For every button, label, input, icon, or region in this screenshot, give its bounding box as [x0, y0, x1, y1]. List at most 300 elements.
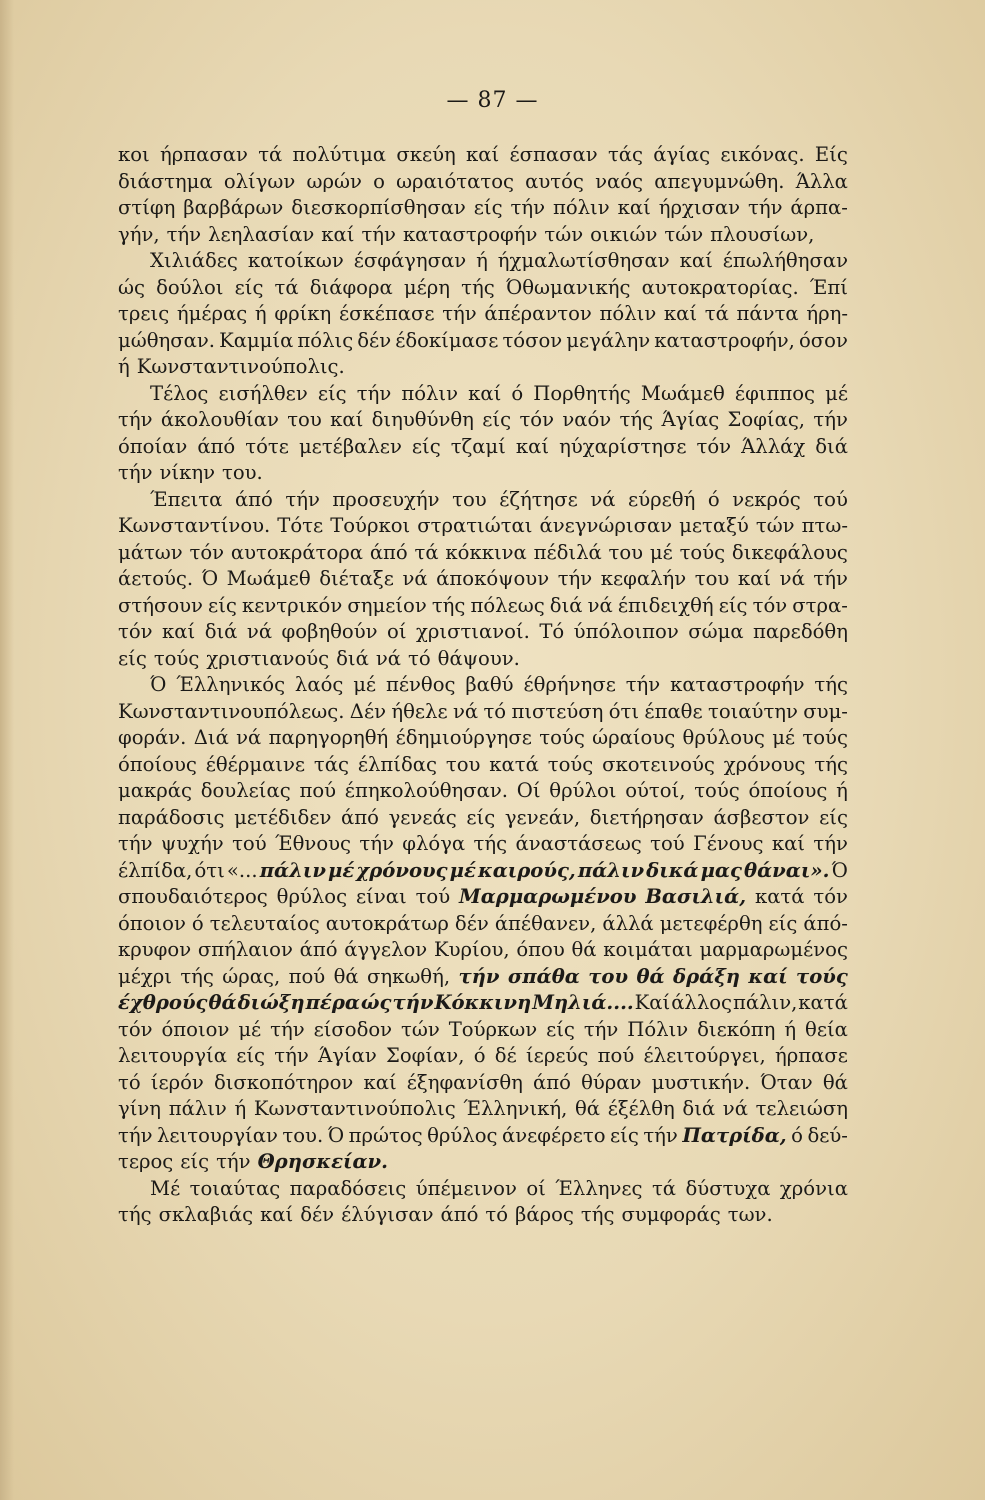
text-line [118, 911, 848, 938]
word: ώρας, [222, 964, 281, 988]
word: πού [299, 779, 337, 802]
word: άπό [440, 1203, 479, 1226]
word: γίνη [118, 1097, 162, 1120]
word: τάς [607, 143, 643, 166]
word: προσευχήν [332, 487, 440, 511]
word: Έθνους [275, 832, 352, 855]
word: καί [363, 1070, 397, 1094]
text-line [118, 460, 848, 487]
text-line [118, 1017, 848, 1044]
text-line [118, 1043, 848, 1070]
word: ότι [608, 699, 640, 723]
word: ναός [595, 169, 644, 193]
word: τελειώση [755, 1097, 848, 1120]
word: τότε [245, 434, 289, 458]
word: τούς [694, 779, 740, 802]
word: κοιμάται [603, 938, 693, 961]
word: θύραν [581, 1070, 642, 1094]
text-line [118, 699, 848, 726]
word: νά [236, 726, 262, 749]
word: ή [234, 1097, 247, 1120]
word: μακράς [118, 779, 192, 802]
word: διά [204, 620, 238, 643]
word: κεφαλήν [600, 567, 687, 590]
word: λεηλασίαν [208, 222, 315, 246]
word: ήρη- [806, 302, 848, 325]
word: γενεάν, [504, 805, 581, 829]
word: Τούρκοι [330, 514, 411, 537]
word: των. [727, 1203, 773, 1226]
word: πάλιν [577, 858, 645, 882]
word: Μηλιά.... [532, 991, 634, 1014]
word: πόλιν [552, 196, 610, 219]
word: καί [466, 143, 500, 166]
word: άπό [533, 1070, 571, 1094]
word: φλόγα [402, 832, 466, 855]
word: κατά [489, 752, 539, 776]
text-line [118, 990, 848, 1017]
text-line [118, 540, 848, 567]
word: μέ [772, 726, 796, 749]
word: μετέβαλεν [298, 434, 402, 458]
word: θά [822, 1070, 848, 1094]
word: χρόνους [723, 752, 806, 776]
word: είς [610, 1123, 639, 1147]
word: νά [246, 620, 273, 643]
word: είς [180, 1150, 210, 1173]
word: σκοτεινούς [602, 752, 715, 776]
word: κόκκινα [445, 540, 527, 564]
word: καί [748, 964, 788, 988]
word: έσφάγησαν [353, 249, 467, 272]
word: ωραιότατος [396, 169, 514, 193]
word: είς [768, 911, 798, 935]
word: μέ [449, 858, 476, 882]
word: τού [232, 832, 267, 855]
word: καί [321, 222, 355, 246]
word: όποιον [161, 1017, 230, 1041]
text-line [118, 513, 848, 540]
word: Οί [516, 779, 541, 802]
word: θά [636, 964, 665, 988]
text-line [118, 964, 848, 991]
word: σκεύη [396, 143, 456, 166]
word: λειτουργία [118, 1044, 227, 1067]
word: νά [375, 646, 402, 670]
word: τήν [166, 222, 202, 246]
word: τήν [747, 196, 783, 219]
text-line [118, 752, 848, 779]
word: σπήλαιον [197, 938, 293, 961]
text-line [118, 831, 848, 858]
word: ήθελε [391, 699, 448, 723]
word: νά [590, 487, 616, 511]
word: Έπειτα [150, 487, 223, 511]
word: θά [208, 991, 237, 1014]
word: τήν [274, 1044, 309, 1067]
word: έφιππος [734, 381, 815, 405]
word: σκλαβιάς [158, 1203, 254, 1226]
word: ναόν [562, 408, 612, 431]
word: τήν [813, 408, 848, 431]
word: ό [511, 381, 524, 405]
word: μεγάλην [566, 328, 651, 352]
word: έπιδειχθή [617, 593, 714, 617]
word: Κωνσταντινούπολις [253, 1097, 456, 1120]
word: ήρπασαν [160, 143, 248, 166]
word: μώθησαν. [118, 328, 215, 352]
word: ό [191, 911, 204, 935]
word: Ό [831, 858, 848, 882]
word: δικεφάλους [731, 540, 848, 564]
text-line [118, 593, 848, 620]
word: πέδιλά [533, 540, 602, 564]
word: Κωνσταντινουπόλεως. [118, 699, 345, 723]
word: Καί [634, 991, 671, 1014]
word: μέ [328, 858, 355, 882]
word: άπό [341, 805, 379, 829]
word: εικόνας. [720, 143, 805, 166]
word: συμφοράς [621, 1203, 721, 1226]
word: Πόλιν [627, 1017, 689, 1041]
text-line [118, 407, 848, 434]
word: σηκωθή, [366, 964, 451, 988]
word: τής [431, 593, 466, 617]
word: Πορθητής [533, 381, 631, 405]
text-line [118, 222, 848, 249]
word: διάφορα [309, 275, 393, 299]
word: πάλιν, [732, 991, 798, 1014]
word: Έλληνες [555, 1176, 643, 1200]
word: μαρμαρωμένος [699, 938, 848, 961]
word: τήν [356, 381, 392, 405]
text-line [118, 805, 848, 832]
word: βαθύ [465, 673, 514, 696]
word: παραδόσεις [289, 1176, 407, 1200]
text-line [118, 1149, 848, 1176]
word: δέ [494, 1044, 517, 1067]
word: διηυθύνθη [371, 408, 474, 431]
word: στίφη [118, 196, 176, 219]
word: Ό [327, 1123, 345, 1147]
word: δέν [357, 328, 392, 352]
word: έλπίδα, [118, 858, 193, 882]
word: καί [679, 249, 713, 272]
word: πιστεύση [511, 699, 604, 723]
word: Τό [539, 620, 565, 643]
text-line [118, 937, 848, 964]
word: τήν [118, 1123, 153, 1147]
word: ήρχισαν [658, 196, 741, 219]
word: καί [737, 567, 772, 590]
word: πόλιν [401, 381, 459, 405]
word: νά [452, 699, 479, 723]
word: έξηφανίσθη [406, 1070, 523, 1094]
word: τής [461, 275, 495, 299]
word: κατά [754, 885, 805, 908]
word: τούς [547, 752, 594, 776]
word: Πατρίδα, [682, 1123, 787, 1147]
word: μέ [649, 540, 673, 564]
word: Χιλιάδες [150, 249, 238, 272]
word: παρηγορηθή [268, 726, 389, 749]
word: ή [836, 779, 848, 802]
word: Βασιλιά, [645, 885, 747, 908]
word: πέρα [305, 991, 360, 1014]
word: ή [784, 1017, 797, 1041]
word: κεντρικόν [241, 593, 343, 617]
word: άσβεστον [713, 805, 810, 829]
word: ούτοί, [625, 779, 686, 802]
word: τού [813, 487, 848, 511]
word: Σοφίαν, [386, 1044, 465, 1067]
word: του [694, 567, 730, 590]
word: έξέλθη [607, 1097, 675, 1120]
word: τόσον [502, 328, 563, 352]
word: τήν [442, 302, 477, 325]
word: όποίαν [118, 434, 188, 458]
text-line [118, 884, 848, 911]
word: στήσουν [118, 593, 203, 617]
word: άπό [234, 487, 273, 511]
page-number: — 87 — [446, 88, 539, 113]
word: Γένους [693, 832, 764, 855]
word: τόν [118, 620, 153, 643]
word: τήν [118, 461, 153, 484]
word: Έλληνικός [176, 673, 286, 696]
word: είσοδον [313, 1017, 393, 1041]
word: παράδοσις [118, 805, 225, 829]
word: Κόκκινη [434, 991, 532, 1014]
text-line [118, 1123, 848, 1150]
word: μέρη [403, 275, 451, 299]
text-line [118, 725, 848, 752]
word: Όταν [760, 1070, 813, 1094]
text-line [118, 381, 848, 408]
word: τά [258, 143, 283, 166]
word: πού [597, 1044, 635, 1067]
word: αυτοκράτορα [230, 540, 364, 564]
word: Κυρίου, [433, 938, 510, 961]
word: έζήτησε [499, 487, 578, 511]
word: δουλείας [200, 779, 291, 802]
text-line [118, 1202, 848, 1229]
word: του [588, 964, 629, 988]
word: τών [401, 1017, 440, 1041]
word: καί [663, 302, 698, 325]
word: Διά [193, 726, 229, 749]
word: ίερεύς [526, 1044, 589, 1067]
word: έθέρμαινε [205, 752, 306, 776]
word: Θρησκείαν. [257, 1150, 388, 1173]
word: Καμμία [219, 328, 294, 352]
word: άλλά [602, 911, 654, 935]
word: εισήλθεν [218, 381, 308, 405]
word: τούς [679, 540, 726, 564]
word: τήν [643, 1123, 678, 1147]
word: απεγυμνώθη. [654, 169, 785, 193]
word: μετέδιδεν [234, 805, 332, 829]
word: μεταξύ [679, 514, 749, 537]
word: έσπασαν [509, 143, 598, 166]
word: όποίους [748, 779, 828, 802]
word: τό [118, 1070, 141, 1094]
word: δέν [454, 911, 489, 935]
word: μέ [825, 381, 848, 405]
word: Άγίας [661, 408, 720, 431]
word: τής [180, 964, 214, 988]
word: αυτοκρατορίας. [641, 275, 799, 299]
text-line [118, 142, 848, 169]
word: Κωνσταντινούπολις. [136, 355, 345, 378]
word: του [445, 752, 481, 776]
word: ηύχαρίστησε [559, 434, 687, 458]
word: τόν [696, 434, 732, 458]
word: ώραίους [592, 726, 676, 749]
word: έσκέπασε [338, 302, 435, 325]
word: πού [288, 964, 326, 988]
word: πάντα [736, 302, 799, 325]
word: διά [549, 593, 583, 617]
word: Τούρκων [448, 1017, 538, 1041]
word: νά [779, 567, 805, 590]
word: τά [651, 1176, 677, 1200]
word: οί [526, 1176, 546, 1200]
word: Τέλος [150, 381, 209, 405]
word: του. [282, 1123, 324, 1147]
word: άποκόψουν [436, 567, 550, 590]
word: ό [791, 1123, 803, 1147]
text-line [118, 1176, 848, 1203]
word: ύπόλοιπον [573, 620, 679, 643]
word: τοιαύτας [189, 1176, 281, 1200]
word: τούς [153, 646, 200, 670]
word: ήχμαλωτίσθησαν [497, 249, 670, 272]
word: μάτων [118, 540, 183, 564]
word: πλουσίων, [710, 222, 815, 246]
word: χριστιανούς [206, 646, 330, 670]
word: τήν [361, 222, 396, 246]
text-line [118, 301, 848, 328]
word: τήν [583, 1017, 619, 1041]
word: είς [208, 593, 237, 617]
word: φρίκη [274, 302, 332, 325]
word: είναι [355, 885, 407, 908]
word: καί [515, 434, 550, 458]
word: τήν [510, 196, 546, 219]
word: καί [468, 381, 502, 405]
word: είς [317, 381, 347, 405]
word: τών [664, 222, 704, 246]
word: θάψουν. [437, 646, 520, 670]
text-line [118, 354, 848, 381]
word: πρώτος [348, 1123, 423, 1147]
word: τού [650, 832, 685, 855]
word: μέ [238, 1017, 262, 1041]
word: μυστικήν. [651, 1070, 751, 1094]
word: Τότε [277, 514, 324, 537]
text-line [118, 778, 848, 805]
word: κοι [118, 143, 150, 166]
word: τής [118, 1203, 152, 1226]
word: χριστιανοί. [416, 620, 530, 643]
word: τήν [625, 673, 661, 696]
word: άγίας [653, 143, 711, 166]
word: Έπί [809, 275, 848, 299]
word: έπηκολούθησαν. [344, 779, 509, 802]
page-edge-shadow [0, 0, 14, 1500]
word: είς [118, 646, 147, 670]
word: άπό [299, 938, 338, 961]
word: μέ [353, 673, 377, 696]
word: καταστροφήν [670, 673, 805, 696]
word: τοιαύτην [707, 699, 798, 723]
word: τόν [519, 408, 554, 431]
word: νά [402, 567, 428, 590]
word: πάλιν [168, 1097, 227, 1120]
word: Μέ [150, 1176, 181, 1200]
word: σπάθα [507, 964, 580, 988]
word: διώξη [237, 991, 305, 1014]
word: έλειτούργει, [643, 1044, 766, 1067]
word: συμ- [803, 699, 848, 723]
word: διέταξε [319, 567, 394, 590]
word: βάρος [515, 1203, 574, 1226]
word: Κωνσταντίνου. [118, 514, 271, 537]
word: είς [546, 1017, 575, 1041]
word: μας [700, 858, 742, 882]
word: καιρούς, [478, 858, 576, 882]
word: φοβηθούν [281, 620, 378, 643]
word: όποίους [118, 752, 197, 776]
word: έθρήνησε [523, 673, 616, 696]
word: δέν [300, 1203, 335, 1226]
word: είς [718, 593, 748, 617]
word: Άλλάχ [741, 434, 806, 458]
word: «... [226, 858, 258, 882]
word: άπό [197, 434, 236, 458]
word: όσον [799, 328, 848, 352]
word: τής [814, 673, 848, 696]
word: θρύλοι [549, 779, 617, 802]
text-line [118, 487, 848, 514]
word: Όθωμανικής [505, 275, 631, 299]
word: τό [483, 699, 507, 723]
word: ότι [194, 858, 225, 882]
word: Άγίαν [318, 1044, 377, 1067]
word: νεκρός [732, 487, 801, 511]
word: Ό [150, 673, 167, 696]
text-line [118, 566, 848, 593]
word: ή [254, 302, 267, 325]
text-line [118, 858, 848, 885]
word: θά [571, 938, 597, 961]
word: θά [575, 1097, 601, 1120]
word: πολύτιμα [292, 143, 387, 166]
word: καί [260, 1203, 294, 1226]
text-line [118, 619, 848, 646]
word: σώμα [688, 620, 744, 643]
word: θρύλος [427, 1123, 498, 1147]
word: παρεδόθη [753, 620, 848, 643]
word: όποιον [118, 911, 186, 935]
word: έλύγισαν [341, 1203, 434, 1226]
word: δεύ- [807, 1123, 848, 1147]
word: δικά [646, 858, 699, 882]
word: τόν [813, 885, 848, 908]
word: είς [411, 434, 441, 458]
word: θρύλους [682, 726, 765, 749]
